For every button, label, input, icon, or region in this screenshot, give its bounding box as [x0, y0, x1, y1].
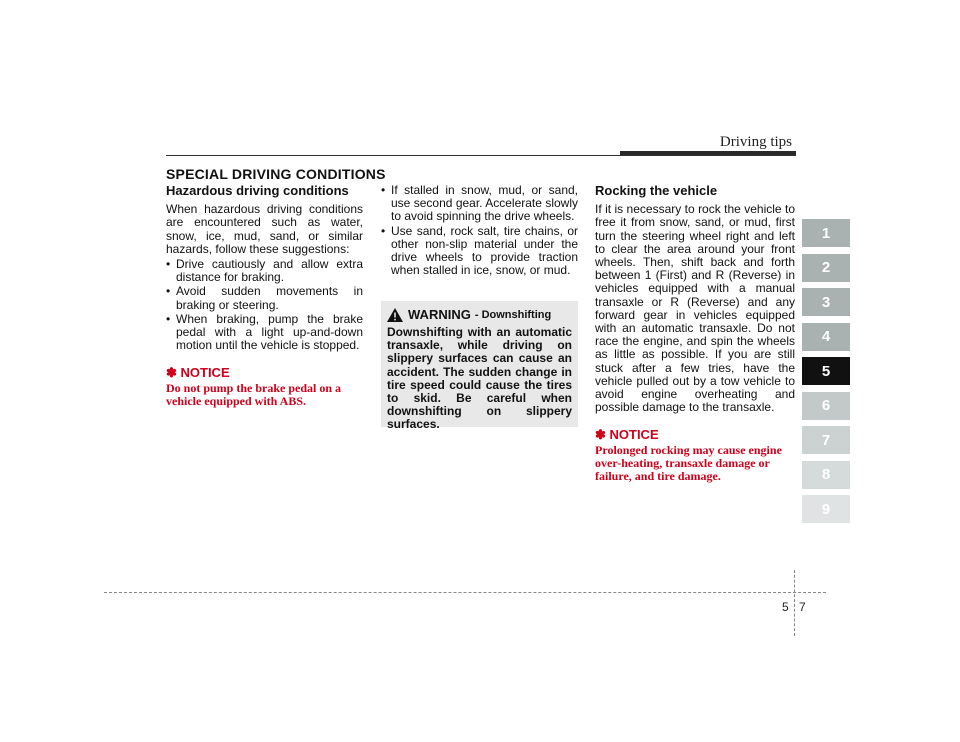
notice-text: Prolonged rocking may cause engine over-heating, transaxle damage or failure, and tire damage.: [595, 442, 782, 483]
warning-title: WARNING: [408, 307, 471, 322]
hazardous-intro: When hazardous driving conditions are encountered such as water, snow, ice, mud, sand, or similar hazards, follow these suggestions:: [166, 202, 363, 256]
notice-heading: ✽ NOTICE: [166, 365, 230, 381]
chapter-tabs: [802, 219, 850, 530]
stalled-list: [381, 184, 578, 277]
warning-triangle-icon: [387, 308, 403, 322]
rocking-body: If it is necessary to rock the vehicle to free it from snow, sand, or mud, first turn the steering wheel right and left to clear the area around your front wheels. Then, shift back and forth between 1 (First) and R (Reverse) in vehicles equipped with a manual transaxle or R (Reverse) and any forward gear in vehicles equipped with an automatic transaxle. Do not race the engine, and spin the wheels as little as possible. If you are still stuck after a few tries, have the vehicle pulled out by a tow vehicle to avoid engine overheating and possible damage to the transaxle.: [595, 202, 795, 415]
warning-subtitle: - Downshifting: [474, 308, 552, 321]
warning-text: Downshifting with an automatic transaxle, while driving on slippery surfaces can cause an accident. The sudden change in tire speed could cause the tires to skid. Be careful when downshifting on slippery surfaces.: [387, 325, 572, 432]
warning-header: [387, 307, 572, 322]
page-chapter-number: 5: [782, 600, 789, 614]
footer-divider: [794, 570, 795, 636]
warning-box: [381, 301, 578, 432]
chapter-tab-2[interactable]: 2: [802, 254, 850, 282]
notice-text: Do not pump the brake pedal on a vehicle equipped with ABS.: [166, 380, 342, 408]
hazardous-heading: Hazardous driving conditions: [166, 183, 349, 198]
header-rule: [166, 155, 796, 156]
column-middle: [381, 184, 578, 278]
list-item: • Avoid sudden movements in braking or steering.: [166, 285, 363, 311]
column-left: [166, 184, 363, 408]
section-header-title: Driving tips: [719, 134, 792, 150]
chapter-tab-6[interactable]: 6: [802, 392, 850, 420]
footer-rule: [104, 592, 826, 593]
list-item: • If stalled in snow, mud, or sand, use second gear. Accelerate slowly to avoid spinning the drive wheels.: [381, 184, 578, 224]
rocking-heading: Rocking the vehicle: [595, 183, 718, 198]
chapter-tab-3[interactable]: 3: [802, 288, 850, 316]
list-item: • Use sand, rock salt, tire chains, or other non-slip material under the drive wheels to provide traction when stalled in ice, snow, or mud.: [381, 225, 578, 278]
hazardous-list: [166, 258, 363, 352]
chapter-tab-1[interactable]: 1: [802, 219, 850, 247]
page-title: SPECIAL DRIVING CONDITIONS: [166, 166, 386, 182]
list-item: • When braking, pump the brake pedal with a light up-and-down motion until the vehicle is stopped.: [166, 313, 363, 353]
chapter-tab-4[interactable]: 4: [802, 323, 850, 351]
chapter-tab-9[interactable]: 9: [802, 495, 850, 523]
chapter-tab-5[interactable]: 5: [802, 357, 850, 385]
column-right: [595, 184, 795, 483]
notice-heading: ✽ NOTICE: [595, 427, 659, 443]
page-number: 7: [799, 600, 806, 614]
chapter-tab-7[interactable]: 7: [802, 426, 850, 454]
list-item: • Drive cautiously and allow extra distance for braking.: [166, 258, 363, 284]
chapter-tab-8[interactable]: 8: [802, 461, 850, 489]
